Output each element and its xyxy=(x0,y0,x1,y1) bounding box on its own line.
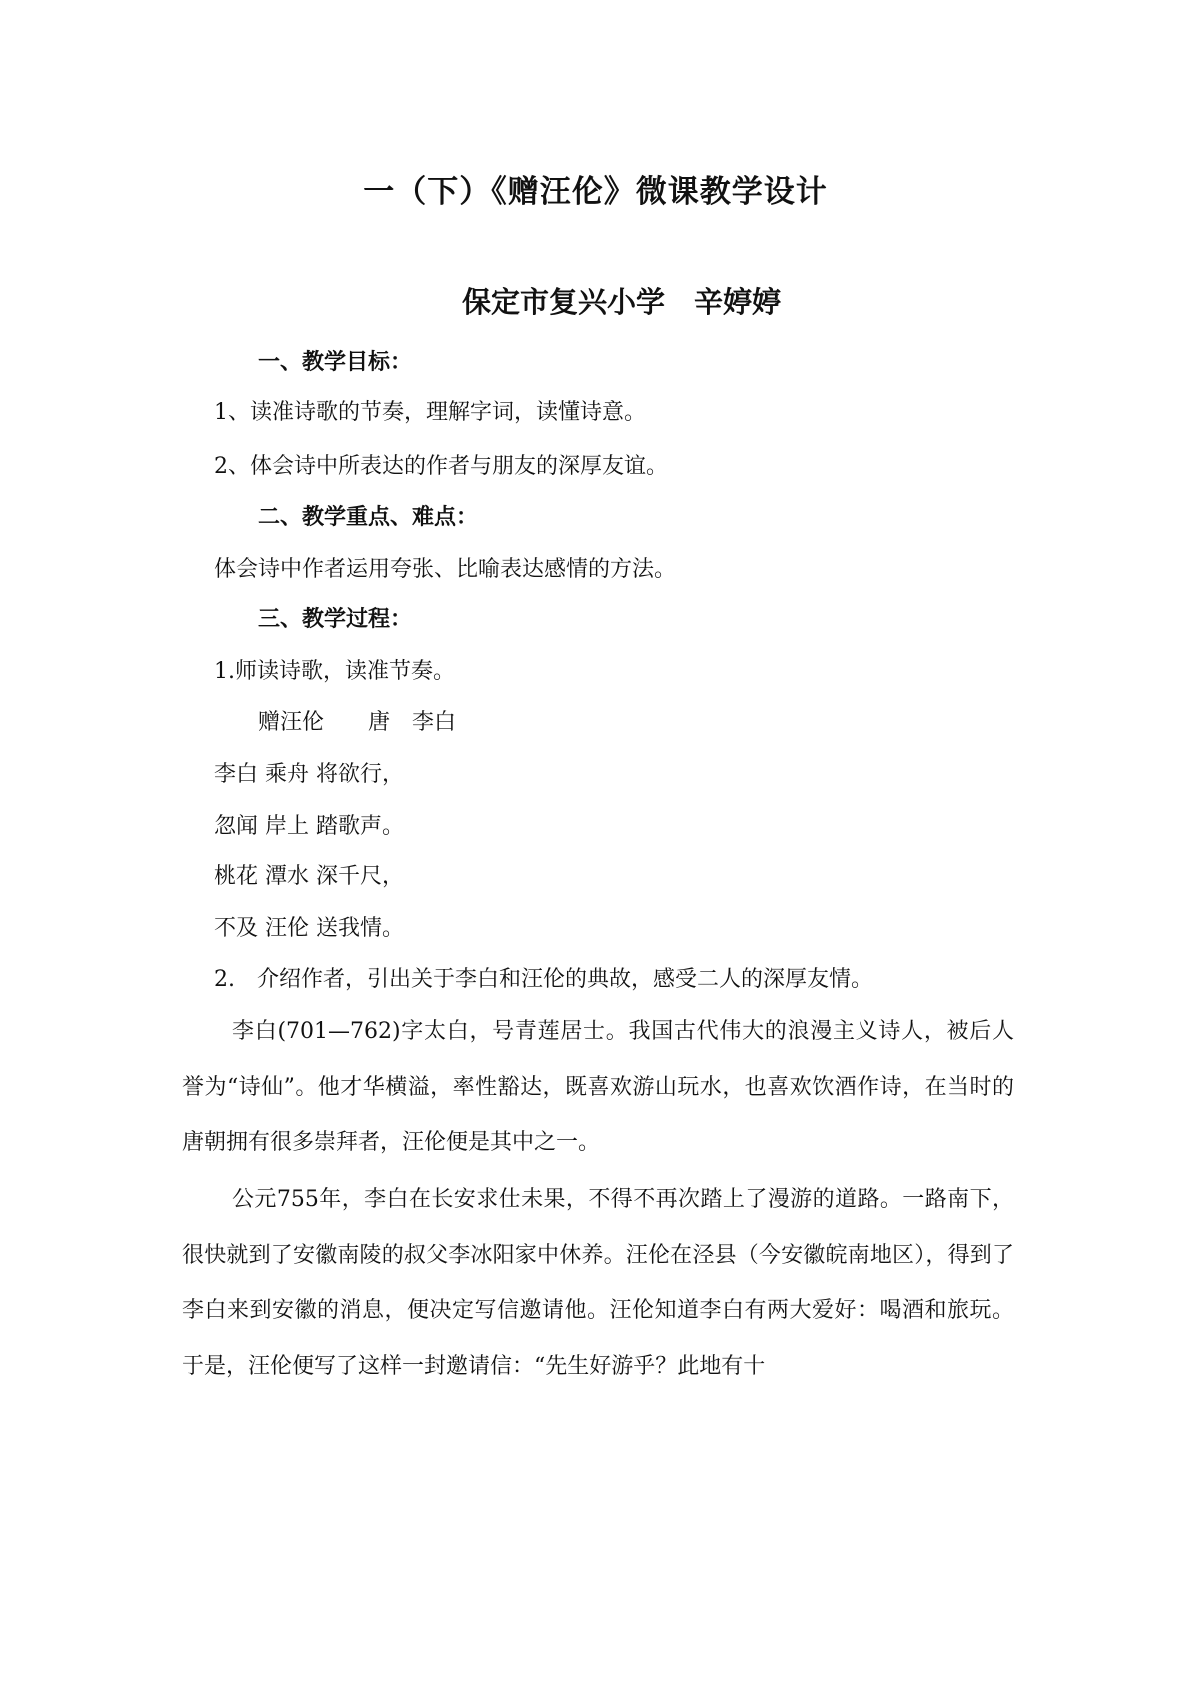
poem-line-2: 忽闻 岸上 踏歌声。 xyxy=(214,814,404,839)
section-heading-objectives: 一、教学目标： xyxy=(258,350,413,375)
process-step-2: 2. 介绍作者，引出关于李白和汪伦的典故，感受二人的深厚友情。 xyxy=(214,967,873,992)
paragraph-invitation-story: 公元755年，李白在长安求仕未果，不得不再次踏上了漫游的道路。一路南下，很快就到了安徽南陵的叔父李冰阳家中休养。汪伦在泾县（今安徽皖南地区），得到了李白来到安徽的消息，便决定写信邀请他。汪伦知道李白有两大爱好：喝酒和旅玩。于是，汪伦便写了这样一封邀请信：“先生好游乎？此地有十 xyxy=(182,1187,1014,1379)
section-heading-process: 三、教学过程： xyxy=(258,607,413,632)
process-step-1: 1.师读诗歌，读准节奏。 xyxy=(214,659,455,684)
key-points-text: 体会诗中作者运用夸张、比喻表达感情的方法。 xyxy=(214,557,677,582)
author-line: 保定市复兴小学 辛婷婷 xyxy=(462,285,782,319)
poem-line-1: 李白 乘舟 将欲行， xyxy=(214,762,404,787)
paragraph-li-bai-bio: 李白(701—762)字太白，号青莲居士。我国古代伟大的浪漫主义诗人，被后人誉为“诗仙”。他才华横溢，率性豁达，既喜欢游山玩水，也喜欢饮酒作诗，在当时的唐朝拥有很多崇拜者，汪伦便是其中之一。 xyxy=(182,1019,1014,1155)
objective-item-2: 2、体会诗中所表达的作者与朋友的深厚友谊。 xyxy=(214,454,668,479)
poem-line-3: 桃花 潭水 深千尺， xyxy=(214,864,404,889)
objective-item-1: 1、读准诗歌的节奏，理解字词，读懂诗意。 xyxy=(214,400,646,425)
section-heading-key-points: 二、教学重点、难点： xyxy=(258,505,479,530)
document-title: 一（下）《赠汪伦》微课教学设计 xyxy=(363,174,828,210)
poem-line-4: 不及 汪伦 送我情。 xyxy=(214,916,404,941)
poem-title: 赠汪伦 唐 李白 xyxy=(258,710,457,735)
